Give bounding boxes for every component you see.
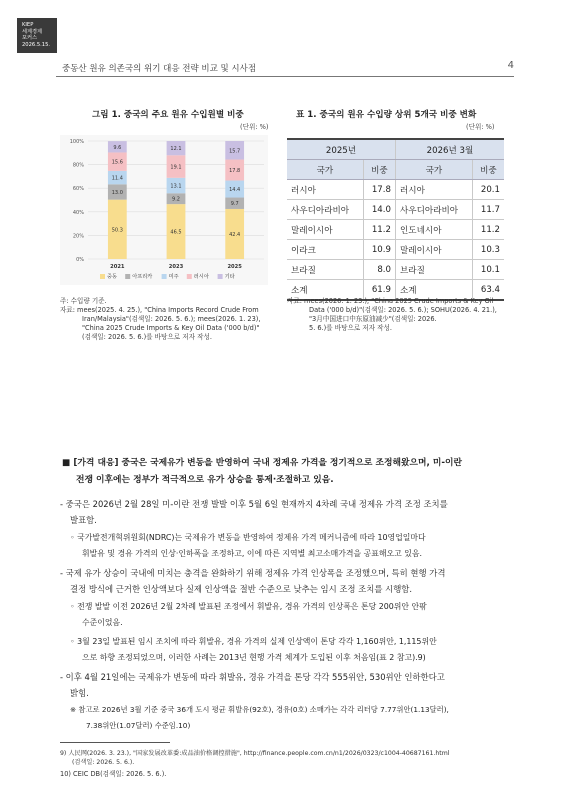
table-row bbox=[287, 220, 504, 240]
x-tick-label: 2025 bbox=[227, 264, 242, 270]
p2b-line-1: ◦ 3월 23일 발표된 임시 조치에 따라 휘발유, 경유 가격의 실제 인상액이 톤당 각각 1,160위안, 1,115위안 bbox=[70, 637, 437, 646]
table-source-3: "3月中国进口中东原油减少"(검색일: 2026. bbox=[309, 315, 437, 323]
p2-line-1: - 국제 유가 상승이 국내에 미치는 충격을 완화하기 위해 정제유 가격 인상폭을 조정했으며, 특히 현행 가격 bbox=[60, 568, 446, 578]
country-cell: 브라질 bbox=[395, 260, 472, 280]
table-row bbox=[287, 200, 504, 220]
data-label: 15.7 bbox=[229, 148, 241, 155]
data-label: 46.5 bbox=[170, 229, 182, 236]
legend-label: 기타 bbox=[224, 274, 235, 280]
country-cell: 인도네시아 bbox=[395, 220, 472, 240]
x-tick-label: 2023 bbox=[168, 264, 184, 270]
legend-label: 러시아 bbox=[193, 274, 209, 280]
data-label: 11.4 bbox=[111, 175, 123, 182]
share-cell: 17.8 bbox=[363, 180, 395, 200]
legend-swatch bbox=[100, 274, 105, 279]
paragraph-3 bbox=[60, 669, 445, 702]
paragraph-2a bbox=[70, 599, 427, 631]
paragraph-1a bbox=[70, 530, 426, 562]
country-cell: 사우디아라비아 bbox=[287, 200, 363, 220]
country-header-right: 국가 bbox=[395, 160, 472, 180]
data-label: 9.7 bbox=[230, 201, 239, 208]
year-right-header: 2026년 3월 bbox=[395, 139, 504, 160]
legend-swatch bbox=[187, 274, 192, 279]
page-number: 4 bbox=[507, 60, 514, 71]
p1a-line-1: ◦ 국가발전개혁위원회(NDRC)는 국제유가 변동을 반영하여 정제유 가격 메커니즘에 따라 10영업일마다 bbox=[70, 533, 426, 542]
footnote-9-line-1: 9) 人民网(2026. 3. 23.), "国家发展改革委:成品油价格调控措施", http://finance.people.com.cn/n1/2026/0323/c1004-40687161.html bbox=[60, 750, 450, 757]
share-cell: 11.2 bbox=[472, 220, 504, 240]
data-label: 17.8 bbox=[229, 168, 241, 175]
y-tick-label: 20% bbox=[72, 233, 84, 240]
share-cell: 10.1 bbox=[472, 260, 504, 280]
share-cell: 10.9 bbox=[363, 240, 395, 260]
paragraph-2 bbox=[60, 565, 445, 598]
p1-line-1: - 중국은 2026년 2월 28일 미-이란 전쟁 발발 이후 5월 6일 현재까지 4차례 국내 정제유 가격 조정 조치를 bbox=[60, 499, 448, 509]
figure-unit: (단위: %) bbox=[240, 123, 269, 131]
country-header-left: 국가 bbox=[287, 160, 363, 180]
tag-line-3: 포커스 bbox=[22, 35, 38, 42]
paragraph-3a bbox=[70, 702, 449, 734]
import-share-table bbox=[287, 138, 504, 301]
data-label: 42.4 bbox=[229, 231, 241, 238]
share-header-left: 비중 bbox=[363, 160, 395, 180]
total-value: 63.4 bbox=[472, 280, 504, 301]
legend-label: 중동 bbox=[107, 274, 118, 280]
share-cell: 11.2 bbox=[363, 220, 395, 240]
country-cell: 러시아 bbox=[395, 180, 472, 200]
headline-line-1: ■ [가격 대응] 중국은 국제유가 변동을 반영하여 국내 정제유 가격을 정기적으로 조정해왔으며, 미-이란 bbox=[62, 458, 463, 468]
data-label: 9.6 bbox=[113, 144, 122, 151]
share-cell: 8.0 bbox=[363, 260, 395, 280]
legend-swatch bbox=[125, 274, 130, 279]
legend-swatch bbox=[162, 274, 167, 279]
data-label: 50.3 bbox=[111, 227, 123, 234]
y-tick-label: 0% bbox=[76, 257, 84, 263]
figure-note: 주: 수입량 기준. bbox=[60, 297, 107, 305]
share-cell: 10.3 bbox=[472, 240, 504, 260]
data-label: 19.1 bbox=[170, 164, 182, 171]
share-header-right: 비중 bbox=[472, 160, 504, 180]
p2a-line-1: ◦ 전쟁 발발 이전 2026년 2월 2차례 발표된 조정에서 휘발유, 경유 가격의 인상폭은 톤당 200위안 안팎 bbox=[70, 602, 427, 611]
legend-label: 미주 bbox=[168, 274, 179, 280]
total-label: 소계 bbox=[287, 280, 363, 301]
data-label: 9.2 bbox=[172, 196, 180, 203]
table-row bbox=[287, 240, 504, 260]
figure-title: 그림 1. 중국의 주요 원유 수입원별 비중 bbox=[92, 110, 244, 120]
p1a-line-2: 휘발유 및 경유 가격의 인상·인하폭을 조정하고, 이에 따른 지역별 최고소매가격을 공표해오고 있음. bbox=[82, 549, 423, 558]
running-title: 중동산 원유 의존국의 위기 대응 전략 비교 및 시사점 bbox=[62, 64, 257, 74]
data-label: 12.1 bbox=[170, 146, 182, 153]
p1-line-2: 발표함. bbox=[70, 515, 97, 526]
table-unit: (단위: %) bbox=[466, 123, 495, 131]
p2a-line-2: 수준이었음. bbox=[82, 618, 123, 627]
data-label: 13.0 bbox=[111, 189, 123, 196]
data-label: 13.1 bbox=[170, 183, 182, 190]
table-title: 표 1. 중국의 원유 수입량 상위 5개국 비중 변화 bbox=[296, 110, 477, 120]
figure-source-1: 자료: mees(2025. 4. 25.), "China Imports Record Crude From bbox=[60, 306, 259, 314]
y-tick-label: 80% bbox=[72, 162, 84, 169]
tag-line-1: KIEP bbox=[22, 22, 34, 28]
table-source-1: 자료: mees(2026. 1. 23.), "China 2025 Crude Imports & Key Oil bbox=[287, 297, 494, 305]
p3a-line-1: ※ 참고로 2026년 3월 기준 중국 36개 도시 평균 휘발유(92호), 경유(0호) 소매가는 각각 리터당 7.77위안(1.13달러), bbox=[70, 705, 449, 714]
footnote-10: 10) CEIC DB(검색일: 2026. 5. 6.). bbox=[60, 770, 167, 778]
data-label: 14.4 bbox=[229, 187, 241, 194]
p3-line-2: 밝힘. bbox=[70, 688, 89, 699]
table-row bbox=[287, 180, 504, 200]
data-label: 15.6 bbox=[111, 159, 123, 166]
figure-source-3: "China 2025 Crude Imports & Key Oil Data ('000 b/d)" bbox=[82, 324, 260, 332]
total-label: 소계 bbox=[395, 280, 472, 301]
paragraph-1 bbox=[60, 496, 448, 529]
stacked-bar-chart bbox=[60, 135, 268, 285]
table-row bbox=[287, 260, 504, 280]
y-tick-label: 40% bbox=[72, 209, 84, 216]
p2-line-2: 결정 방식에 근거한 인상액보다 실제 인상액을 절반 수준으로 낮추는 임시 조정 조치를 시행함. bbox=[70, 584, 413, 595]
header-divider bbox=[56, 76, 514, 77]
year-left-header: 2025년 bbox=[287, 139, 395, 160]
tag-line-4: 2026.5.15. bbox=[22, 41, 51, 48]
legend-label: 아프리카 bbox=[132, 274, 153, 280]
country-cell: 브라질 bbox=[287, 260, 363, 280]
p3a-line-2: 7.38위안(1.07달러) 수준임.10) bbox=[86, 721, 191, 730]
paragraph-2b bbox=[70, 634, 437, 666]
figure-source-2: Iran/Malaysia"(검색일: 2026. 5. 6.); mees(2026. 1. 23), bbox=[82, 315, 261, 323]
tag-line-2: 세계경제 bbox=[22, 28, 43, 35]
report-tag bbox=[17, 18, 57, 53]
country-cell: 말레이시아 bbox=[287, 220, 363, 240]
table-source-2: Data ('000 b/d)"(검색일: 2026. 5. 6.); SOHU(2026. 4. 21.), bbox=[309, 306, 497, 314]
section-headline bbox=[62, 455, 512, 489]
country-cell: 러시아 bbox=[287, 180, 363, 200]
x-tick-label: 2021 bbox=[110, 264, 125, 270]
footnote-divider bbox=[60, 742, 170, 743]
share-cell: 20.1 bbox=[472, 180, 504, 200]
footnote-9 bbox=[60, 750, 449, 768]
share-cell: 14.0 bbox=[363, 200, 395, 220]
share-cell: 11.7 bbox=[472, 200, 504, 220]
country-cell: 사우디아라비아 bbox=[395, 200, 472, 220]
legend-swatch bbox=[218, 274, 223, 279]
p2b-line-2: 으로 하향 조정되었으며, 이러한 사례는 2013년 현행 가격 체계가 도입된 이후 처음임(표 2 참고).9) bbox=[82, 653, 426, 662]
country-cell: 이라크 bbox=[287, 240, 363, 260]
total-value: 61.9 bbox=[363, 280, 395, 301]
footnote-9-line-2: (검색일: 2026. 5. 6.). bbox=[72, 758, 135, 766]
table-source-4: 5. 6.)를 바탕으로 저자 작성. bbox=[309, 324, 392, 332]
headline-line-2: 전쟁 이후에는 정부가 적극적으로 유가 상승을 통제·조절하고 있음. bbox=[76, 475, 334, 485]
country-cell: 말레이시아 bbox=[395, 240, 472, 260]
figure-source-4: (검색일: 2026. 5. 6.)를 바탕으로 저자 작성. bbox=[82, 333, 212, 341]
p3-line-1: - 이후 4월 21일에는 국제유가 변동에 따라 휘발유, 경유 가격을 톤당 각각 555위안, 530위안 인하한다고 bbox=[60, 672, 445, 682]
y-tick-label: 100% bbox=[69, 139, 84, 145]
y-tick-label: 60% bbox=[72, 186, 84, 193]
